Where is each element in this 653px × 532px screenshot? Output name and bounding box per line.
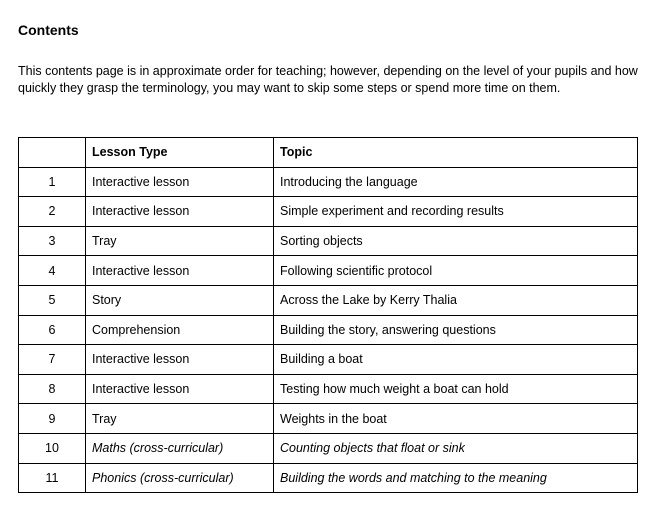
row-lesson-type: Story [86,285,274,315]
row-number: 4 [19,256,86,286]
table-row [19,433,638,463]
table-row [19,345,638,375]
row-number: 10 [19,433,86,463]
row-lesson-type: Interactive lesson [86,197,274,227]
row-topic: Sorting objects [274,226,638,256]
row-lesson-type: Interactive lesson [86,256,274,286]
intro-paragraph: This contents page is in approximate order for teaching; however, depending on the level of your pupils and how quickly they grasp the terminology, you may want to skip some steps or spend more time on them. [18,64,638,95]
header-topic: Topic [274,138,638,168]
row-topic: Simple experiment and recording results [274,197,638,227]
row-number: 9 [19,404,86,434]
row-number: 5 [19,285,86,315]
page-title: Contents [18,22,79,38]
row-lesson-type: Tray [86,404,274,434]
table-row [19,226,638,256]
table-row [19,285,638,315]
row-number: 3 [19,226,86,256]
row-lesson-type: Comprehension [86,315,274,345]
table-row [19,256,638,286]
row-number: 2 [19,197,86,227]
table-header-row [19,138,638,168]
row-topic: Building a boat [274,345,638,375]
table-row [19,463,638,493]
row-lesson-type: Interactive lesson [86,167,274,197]
table-body [19,167,638,493]
row-number: 7 [19,345,86,375]
contents-table [18,137,638,493]
row-number: 8 [19,374,86,404]
row-lesson-type: Interactive lesson [86,345,274,375]
table-row [19,374,638,404]
table-row [19,197,638,227]
row-topic: Across the Lake by Kerry Thalia [274,285,638,315]
row-topic: Building the words and matching to the meaning [274,463,638,493]
table-row [19,167,638,197]
header-number [19,138,86,168]
row-number: 11 [19,463,86,493]
row-lesson-type: Phonics (cross-curricular) [86,463,274,493]
row-number: 6 [19,315,86,345]
row-topic: Weights in the boat [274,404,638,434]
row-number: 1 [19,167,86,197]
row-topic: Testing how much weight a boat can hold [274,374,638,404]
header-lesson-type: Lesson Type [86,138,274,168]
row-topic: Building the story, answering questions [274,315,638,345]
row-lesson-type: Interactive lesson [86,374,274,404]
row-topic: Introducing the language [274,167,638,197]
row-topic: Following scientific protocol [274,256,638,286]
row-topic: Counting objects that float or sink [274,433,638,463]
table-row [19,315,638,345]
row-lesson-type: Tray [86,226,274,256]
row-lesson-type: Maths (cross-curricular) [86,433,274,463]
table-row [19,404,638,434]
